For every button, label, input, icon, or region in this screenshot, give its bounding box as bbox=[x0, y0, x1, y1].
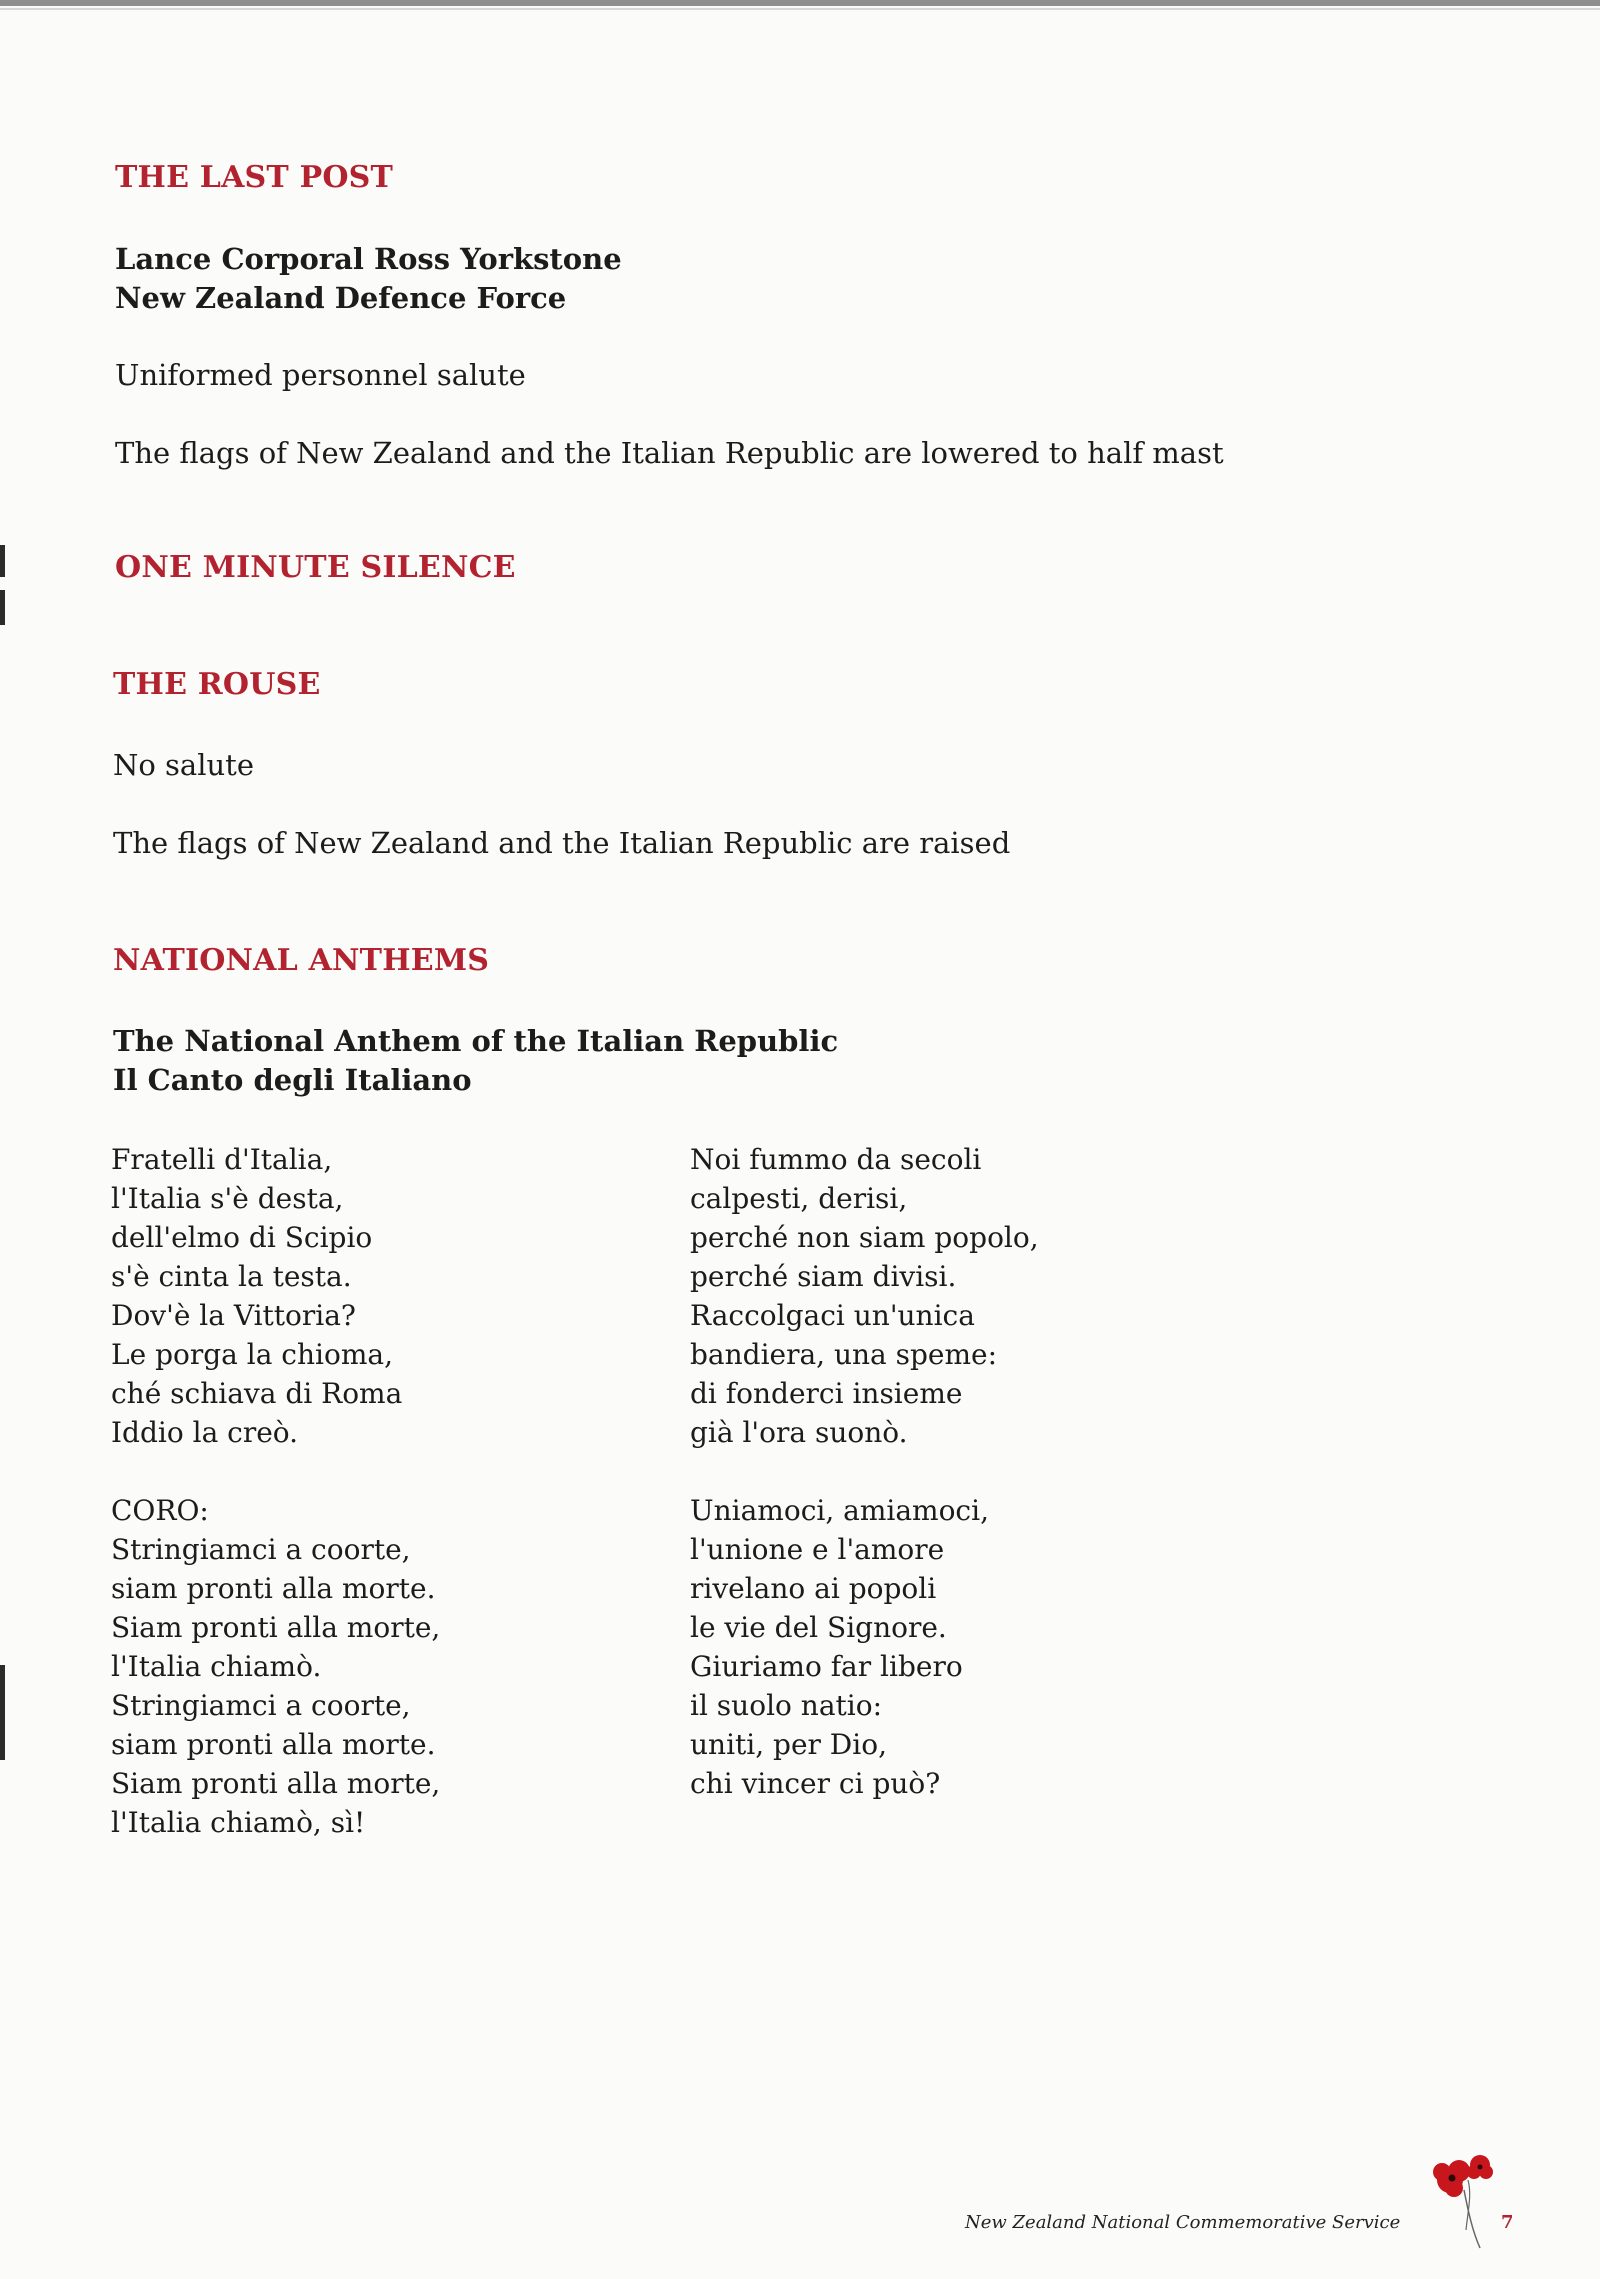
lyrics-left-column bbox=[111, 1140, 440, 1842]
poppy-icon bbox=[1428, 2150, 1498, 2250]
instruction-flags-lowered: The flags of New Zealand and the Italian Republic are lowered to half mast bbox=[115, 436, 1224, 470]
lyric-line: l'unione e l'amore bbox=[690, 1533, 945, 1566]
lyric-line: di fonderci insieme bbox=[690, 1377, 963, 1410]
lyric-line: le vie del Signore. bbox=[690, 1611, 947, 1644]
lyric-line: bandiera, una speme: bbox=[690, 1338, 998, 1371]
binding-staple-top bbox=[0, 545, 5, 577]
lyric-line: il suolo natio: bbox=[690, 1689, 883, 1722]
lyric-line: Fratelli d'Italia, bbox=[111, 1143, 333, 1176]
lyric-line: Dov'è la Vittoria? bbox=[111, 1299, 356, 1332]
lyric-line: l'Italia s'è desta, bbox=[111, 1182, 344, 1215]
top-rule-secondary bbox=[0, 8, 1600, 10]
lyric-line: ché schiava di Roma bbox=[111, 1377, 403, 1410]
lyric-line: Iddio la creò. bbox=[111, 1416, 299, 1449]
lyric-line: Le porga la chioma, bbox=[111, 1338, 393, 1371]
heading-the-rouse: THE ROUSE bbox=[113, 667, 321, 702]
lyric-line: Siam pronti alla morte, bbox=[111, 1767, 441, 1800]
lyric-line: CORO: bbox=[111, 1494, 209, 1527]
instruction-salute: Uniformed personnel salute bbox=[115, 358, 526, 392]
binding-staple-top-2 bbox=[0, 590, 5, 625]
lyric-line: Giuriamo far libero bbox=[690, 1650, 963, 1683]
lyric-line: Siam pronti alla morte, bbox=[111, 1611, 441, 1644]
top-rule bbox=[0, 0, 1600, 6]
heading-one-minute-silence: ONE MINUTE SILENCE bbox=[115, 550, 516, 585]
lyric-line: Raccolgaci un'unica bbox=[690, 1299, 975, 1332]
lyric-line: già l'ora suonò. bbox=[690, 1416, 908, 1449]
instruction-flags-raised: The flags of New Zealand and the Italian Republic are raised bbox=[113, 826, 1011, 860]
footer-publication: New Zealand National Commemorative Service bbox=[965, 2212, 1401, 2233]
lyric-line: Stringiamci a coorte, bbox=[111, 1533, 411, 1566]
stanza-gap bbox=[111, 1452, 440, 1491]
performer-name: Lance Corporal Ross Yorkstone bbox=[115, 242, 622, 276]
lyric-line: dell'elmo di Scipio bbox=[111, 1221, 373, 1254]
lyrics-right-column bbox=[690, 1140, 1039, 1803]
lyric-line: l'Italia chiamò. bbox=[111, 1650, 322, 1683]
lyric-line: perché siam divisi. bbox=[690, 1260, 957, 1293]
lyric-line: l'Italia chiamò, sì! bbox=[111, 1806, 366, 1839]
heading-national-anthems: NATIONAL ANTHEMS bbox=[113, 943, 490, 978]
heading-last-post: THE LAST POST bbox=[115, 160, 394, 195]
lyric-line: Uniamoci, amiamoci, bbox=[690, 1494, 989, 1527]
lyric-line: siam pronti alla morte. bbox=[111, 1728, 436, 1761]
lyric-line: siam pronti alla morte. bbox=[111, 1572, 436, 1605]
anthem-title: The National Anthem of the Italian Republic bbox=[113, 1024, 839, 1058]
lyric-line: Stringiamci a coorte, bbox=[111, 1689, 411, 1722]
lyric-line: calpesti, derisi, bbox=[690, 1182, 908, 1215]
performer-organisation: New Zealand Defence Force bbox=[115, 281, 567, 315]
page-number: 7 bbox=[1501, 2212, 1514, 2233]
lyric-line: chi vincer ci può? bbox=[690, 1767, 941, 1800]
instruction-no-salute: No salute bbox=[113, 748, 254, 782]
stanza-gap bbox=[690, 1452, 1039, 1491]
lyric-line: Noi fummo da secoli bbox=[690, 1143, 982, 1176]
anthem-subtitle: Il Canto degli Italiano bbox=[113, 1063, 472, 1097]
lyric-line: uniti, per Dio, bbox=[690, 1728, 887, 1761]
lyric-line: perché non siam popolo, bbox=[690, 1221, 1039, 1254]
lyric-line: rivelano ai popoli bbox=[690, 1572, 937, 1605]
binding-staple-bottom bbox=[0, 1665, 5, 1760]
lyric-line: s'è cinta la testa. bbox=[111, 1260, 352, 1293]
